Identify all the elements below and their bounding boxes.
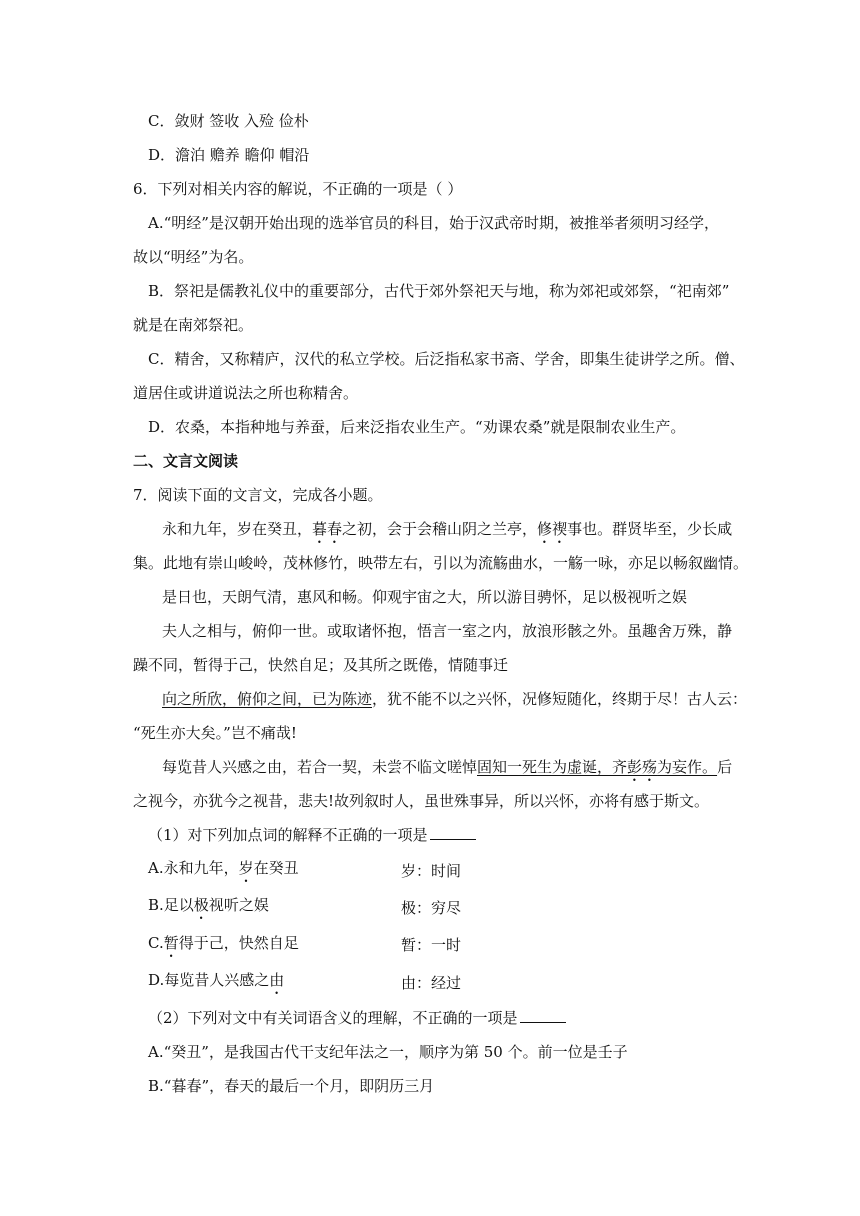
- q6-option-a-line1: A.“明经”是汉朝开始出现的选举官员的科目，始于汉武帝时期，被推举者须明习经学，: [148, 214, 719, 232]
- sub1-option-d: D.每览昔人兴感之由: [148, 971, 285, 989]
- q6-option-c-line1: C．精舍，又称精庐，汉代的私立学校。后泛指私家书斋、学舍，即集生徒讲学之所。僧、: [148, 350, 745, 368]
- q6-option-b-line2: 就是在南郊祭祀。: [133, 316, 254, 334]
- passage-p2: 是日也，天朗气清，惠风和畅。仰观宇宙之大，所以游目骋怀，足以极视听之娱: [162, 588, 688, 606]
- passage-p1-line2: 集。此地有崇山峻岭，茂林修竹，映带左右，引以为流觞曲水，一觞一咏，亦足以畅叙幽情。: [133, 554, 749, 572]
- q5-option-d: D．澹泊 赡养 瞻仰 帽沿: [148, 146, 310, 164]
- passage-p3-line1: 夫人之相与，俯仰一世。或取诸怀抱，悟言一室之内，放浪形骸之外。虽趣舍万殊，静: [162, 622, 733, 640]
- underlined-sentence-2: 固知一死生为虚诞，齐彭殇为妄作。: [477, 758, 718, 776]
- section-title: 二、文言文阅读: [133, 452, 239, 470]
- q7-stem: 7．阅读下面的文言文，完成各小题。: [133, 486, 383, 504]
- answer-blank[interactable]: [430, 825, 476, 840]
- passage-p4-line2: “死生亦大矣。”岂不痛哉!: [133, 724, 297, 742]
- sub1-option-d-explanation: 由：经过: [401, 974, 462, 992]
- passage-p4-line1: 向之所欣，俯仰之间，已为陈迹，犹不能不以之兴怀，况修短随化，终期于尽！古人云：: [162, 690, 748, 708]
- q6-option-b-line1: B．祭祀是儒教礼仪中的重要部分，古代于郊外祭祀天与地，称为郊祀或郊祭，“祀南郊”: [148, 282, 730, 300]
- sub1-option-b: B.足以极视听之娱: [148, 896, 269, 914]
- sub1-option-b-explanation: 极：穷尽: [401, 899, 462, 917]
- sub1-stem: （1）对下列加点词的解释不正确的一项是: [148, 825, 476, 845]
- dotted-word-you: 由: [269, 971, 285, 989]
- dotted-word-zan: 暂: [163, 934, 179, 952]
- sub2-stem: （2）下列对文中有关词语含义的理解，不正确的一项是: [148, 1008, 566, 1028]
- answer-blank[interactable]: [520, 1008, 566, 1023]
- dotted-word-xiuxi: 修禊: [537, 520, 568, 538]
- q5-option-c: C．敛财 签收 入殓 俭朴: [148, 112, 309, 130]
- dotted-word-muchun: 暮春: [312, 520, 343, 538]
- sub1-option-c: C.暂得于己，快然自足: [148, 934, 299, 952]
- q6-option-d: D．农桑，本指种地与养蚕，后来泛指农业生产。“劝课农桑”就是限制农业生产。: [148, 418, 686, 436]
- q6-stem: 6．下列对相关内容的解说，不正确的一项是（ ）: [133, 180, 463, 198]
- underlined-sentence-1: 向之所欣，俯仰之间，已为陈迹: [162, 690, 373, 708]
- sub2-option-a: A.“癸丑”，是我国古代干支纪年法之一，顺序为第 50 个。前一位是壬子: [148, 1043, 628, 1061]
- q6-option-c-line2: 道居住或讲道说法之所也称精舍。: [133, 384, 359, 402]
- q6-option-a-line2: 故以“明经”为名。: [133, 248, 254, 266]
- sub2-option-b: B.“暮春”，春天的最后一个月，即阴历三月: [148, 1077, 435, 1095]
- dotted-word-ji: 极: [193, 896, 209, 914]
- dotted-word-sui: 岁: [238, 859, 254, 877]
- dotted-word-pengshang: 彭殇: [627, 758, 658, 776]
- passage-p3-line2: 躁不同，暂得于己，快然自足；及其所之既倦，情随事迁: [133, 656, 509, 674]
- passage-p5-line2: 之视今，亦犹今之视昔，悲夫!故列叙时人，虽世殊事异，所以兴怀，亦将有感于斯文。: [133, 792, 710, 810]
- passage-p5-line1: 每览昔人兴感之由，若合一契，未尝不临文嗟悼固知一死生为虚诞，齐彭殇为妄作。后: [162, 758, 733, 776]
- passage-p1-line1: 永和九年，岁在癸丑，暮春之初，会于会稽山阴之兰亭，修禊事也。群贤毕至，少长咸: [162, 520, 733, 538]
- sub1-option-a: A.永和九年，岁在癸丑: [148, 859, 299, 877]
- sub1-option-a-explanation: 岁：时间: [401, 862, 462, 880]
- sub1-option-c-explanation: 暂：一时: [401, 936, 462, 954]
